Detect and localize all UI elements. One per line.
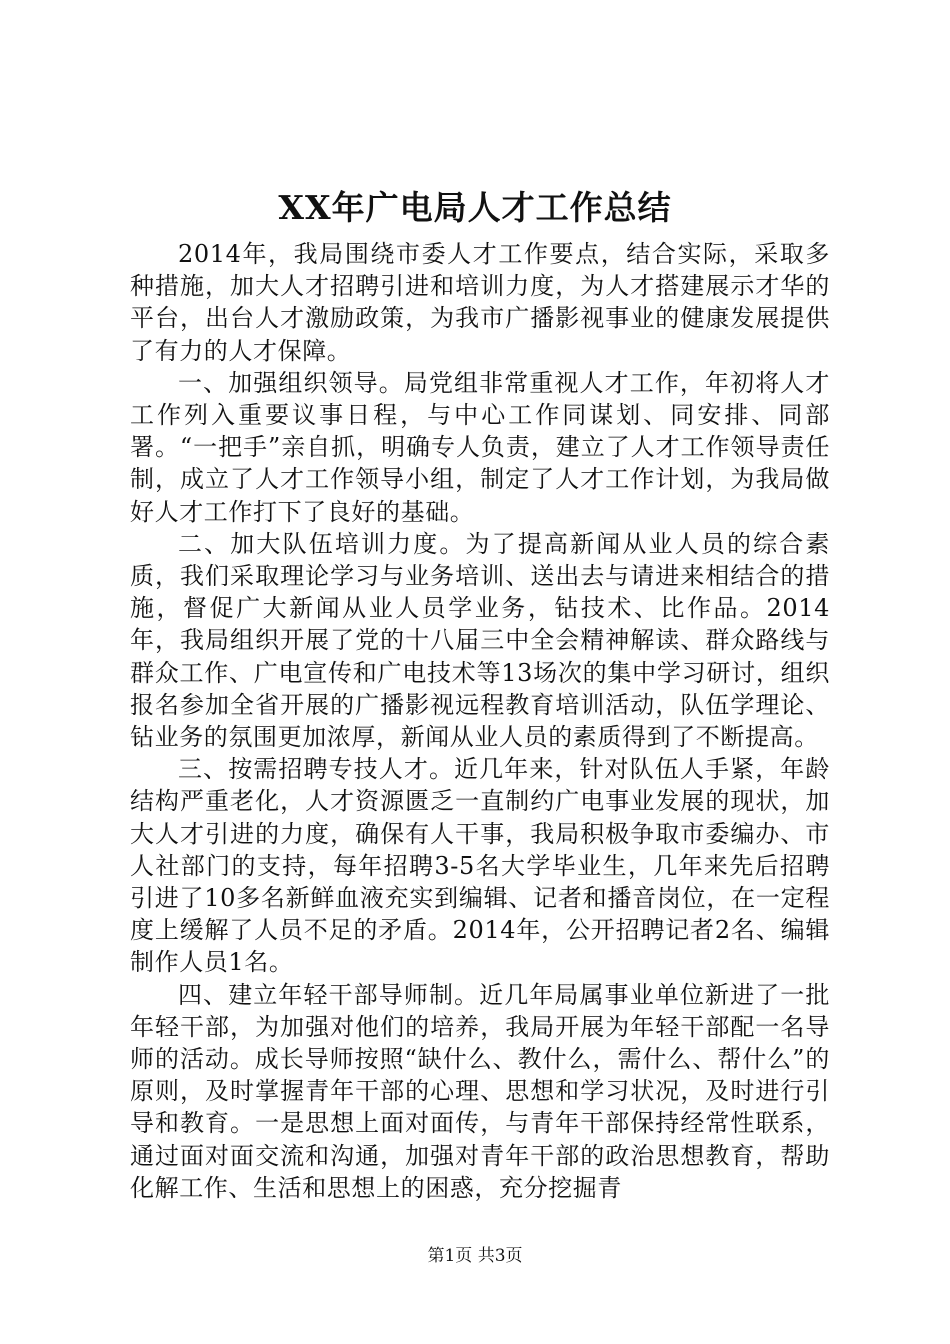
paragraph-section-1: 一、加强组织领导。局党组非常重视人才工作，年初将人才工作列入重要议事日程，与中心工作同谋划、同安排、同部署。“一把手”亲自抓，明确专人负责，建立了人才工作领导责任制，成立了人才工作领导小组，制定了人才工作计划，为我局做好人才工作打下了良好的基础。 (130, 368, 830, 526)
page-number-footer: 第1页 共3页 (427, 1246, 523, 1266)
document-body (130, 238, 830, 1204)
document-title: XX年广电局人才工作总结 (278, 188, 672, 227)
paragraph-intro: 2014年，我局围绕市委人才工作要点，结合实际，采取多种措施，加大人才招聘引进和培训力度，为人才搭建展示才华的平台，出台人才激励政策，为我市广播影视事业的健康发展提供了有力的人才保障。 (130, 240, 830, 365)
paragraph-section-2: 二、加大队伍培训力度。为了提高新闻从业人员的综合素质，我们采取理论学习与业务培训、送出去与请进来相结合的措施，督促广大新闻从业人员学业务，钻技术、比作品。2014年，我局组织开展了党的十八届三中全会精神解读、群众路线与群众工作、广电宣传和广电技术等13场次的集中学习研讨，组织报名参加全省开展的广播影视远程教育培训活动，队伍学理论、钻业务的氛围更加浓厚，新闻从业人员的素质得到了不断提高。 (130, 529, 830, 752)
paragraph-section-4: 四、建立年轻干部导师制。近几年局属事业单位新进了一批年轻干部，为加强对他们的培养，我局开展为年轻干部配一名导师的活动。成长导师按照“缺什么、教什么，需什么、帮什么”的原则，及时掌握青年干部的心理、思想和学习状况，及时进行引导和教育。一是思想上面对面传，与青年干部保持经常性联系，通过面对面交流和沟通，加强对青年干部的政治思想教育，帮助化解工作、生活和思想上的困惑，充分挖掘青 (130, 980, 830, 1202)
paragraph-section-3: 三、按需招聘专技人才。近几年来，针对队伍人手紧，年龄结构严重老化，人才资源匮乏一直制约广电事业发展的现状，加大人才引进的力度，确保有人干事，我局积极争取市委编办、市人社部门的支持，每年招聘3-5名大学毕业生，几年来先后招聘引进了10多名新鲜血液充实到编辑、记者和播音岗位，在一定程度上缓解了人员不足的矛盾。2014年，公开招聘记者2名、编辑制作人员1名。 (130, 755, 830, 977)
